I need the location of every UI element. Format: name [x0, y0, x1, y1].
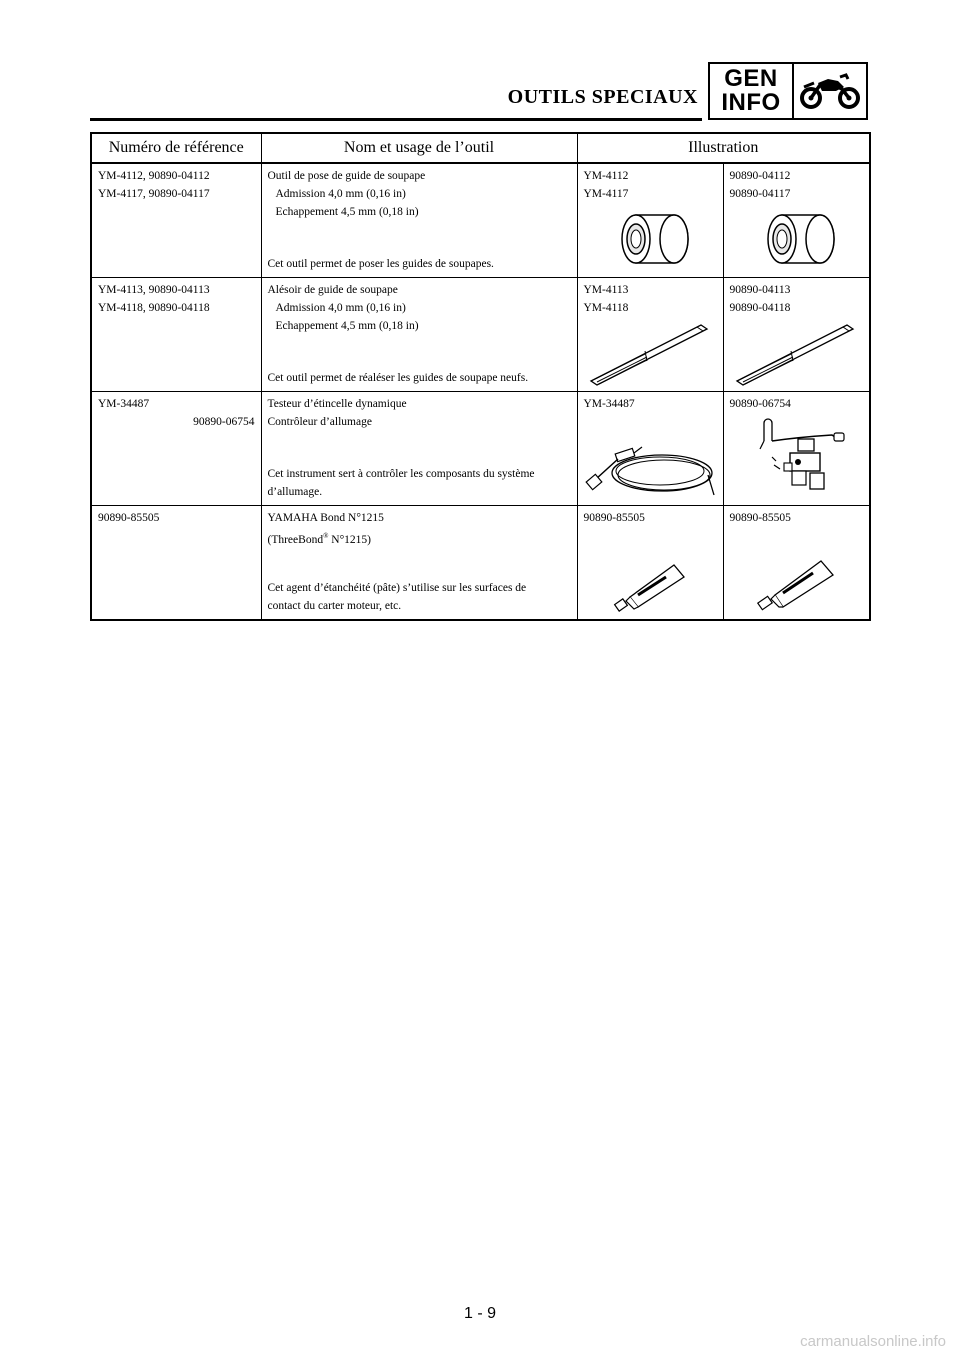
tool-usage: Cet outil permet de réaléser les guides de soupape neufs. — [267, 372, 529, 384]
illus-code: 90890-85505 — [729, 512, 791, 524]
illus-code: 90890-04118 — [729, 302, 791, 314]
tool-usage: Cet agent d’étanchéité (pâte) s’utilise sur les surfaces de — [267, 582, 527, 594]
header-rule — [90, 118, 702, 121]
motorcycle-icon — [794, 64, 866, 118]
section-badge — [708, 62, 868, 120]
illus-cell — [577, 506, 723, 621]
ref-cell — [91, 163, 261, 278]
ref-number: YM-4118, 90890-04118 — [98, 302, 210, 314]
table-header-row — [91, 133, 870, 163]
illus-cell — [723, 392, 870, 506]
illus-cell — [577, 163, 723, 278]
tool-name: YAMAHA Bond N°1215 — [267, 512, 384, 524]
illus-code: 90890-06754 — [729, 398, 791, 410]
illus-code: YM-4112 — [583, 170, 629, 182]
ref-number: 90890-06754 — [193, 416, 255, 428]
reamer-icon — [724, 315, 870, 387]
col-header-name-usage: Nom et usage de l’outil — [261, 133, 577, 163]
desc-cell — [261, 278, 577, 392]
spark-tester-icon — [724, 413, 870, 501]
ref-number: 90890-85505 — [98, 512, 160, 524]
badge-text — [710, 64, 794, 118]
sealant-tube-icon — [724, 553, 870, 615]
ref-number: YM-4112, 90890-04112 — [98, 170, 210, 182]
illus-code: 90890-04113 — [729, 284, 791, 296]
ref-number: YM-4117, 90890-04117 — [98, 188, 210, 200]
desc-cell — [261, 506, 577, 621]
illus-cell — [577, 278, 723, 392]
illus-code: 90890-04117 — [729, 188, 791, 200]
ref-number: YM-34487 — [98, 398, 150, 410]
tool-name-alt: Contrôleur d’allumage — [267, 416, 372, 428]
tool-usage: Cet instrument sert à contrôler les composants du système — [267, 468, 535, 480]
valve-guide-installer-icon — [578, 209, 723, 273]
tool-name: Testeur d’étincelle dynamique — [267, 398, 407, 410]
table-row — [91, 506, 870, 621]
desc-cell — [261, 392, 577, 506]
tool-spec: Echappement 4,5 mm (0,18 in) — [275, 320, 419, 332]
ref-cell — [91, 392, 261, 506]
illus-code: 90890-85505 — [583, 512, 645, 524]
tool-usage: Cet outil permet de poser les guides de soupapes. — [267, 258, 494, 270]
col-header-reference: Numéro de référence — [91, 133, 261, 163]
badge-line2: INFO — [721, 89, 781, 116]
page-number: 1 - 9 — [463, 1305, 496, 1322]
reamer-icon — [578, 315, 723, 387]
illus-code: YM-4113 — [583, 284, 629, 296]
desc-cell — [261, 163, 577, 278]
table-row — [91, 278, 870, 392]
ref-number: YM-4113, 90890-04113 — [98, 284, 210, 296]
tool-spec: Echappement 4,5 mm (0,18 in) — [275, 206, 419, 218]
illus-cell — [723, 278, 870, 392]
tool-usage: contact du carter moteur, etc. — [267, 600, 402, 612]
table-row — [91, 392, 870, 506]
ref-cell — [91, 278, 261, 392]
special-tools-table — [90, 132, 871, 621]
illus-cell — [723, 163, 870, 278]
badge-line1: GEN — [724, 65, 778, 92]
illus-cell — [577, 392, 723, 506]
tool-name: Outil de pose de guide de soupape — [267, 170, 426, 182]
illus-code: YM-4118 — [583, 302, 629, 314]
tool-usage: d’allumage. — [267, 486, 323, 498]
watermark: carmanualsonline.info — [800, 1333, 946, 1350]
sealant-tube-icon — [578, 557, 723, 615]
tool-spec: Admission 4,0 mm (0,16 in) — [275, 302, 406, 314]
valve-guide-installer-icon — [724, 209, 870, 273]
tool-name-alt: (ThreeBond® N°1215) — [267, 532, 372, 546]
illus-code: YM-34487 — [583, 398, 635, 410]
illus-code: YM-4117 — [583, 188, 629, 200]
col-header-illustration: Illustration — [577, 133, 870, 163]
spark-tester-icon — [578, 435, 723, 501]
illus-cell — [723, 506, 870, 621]
illus-code: 90890-04112 — [729, 170, 791, 182]
page-title: OUTILS SPECIAUX — [507, 86, 698, 108]
table-row — [91, 163, 870, 278]
tool-name: Alésoir de guide de soupape — [267, 284, 398, 296]
tool-spec: Admission 4,0 mm (0,16 in) — [275, 188, 406, 200]
ref-cell — [91, 506, 261, 621]
